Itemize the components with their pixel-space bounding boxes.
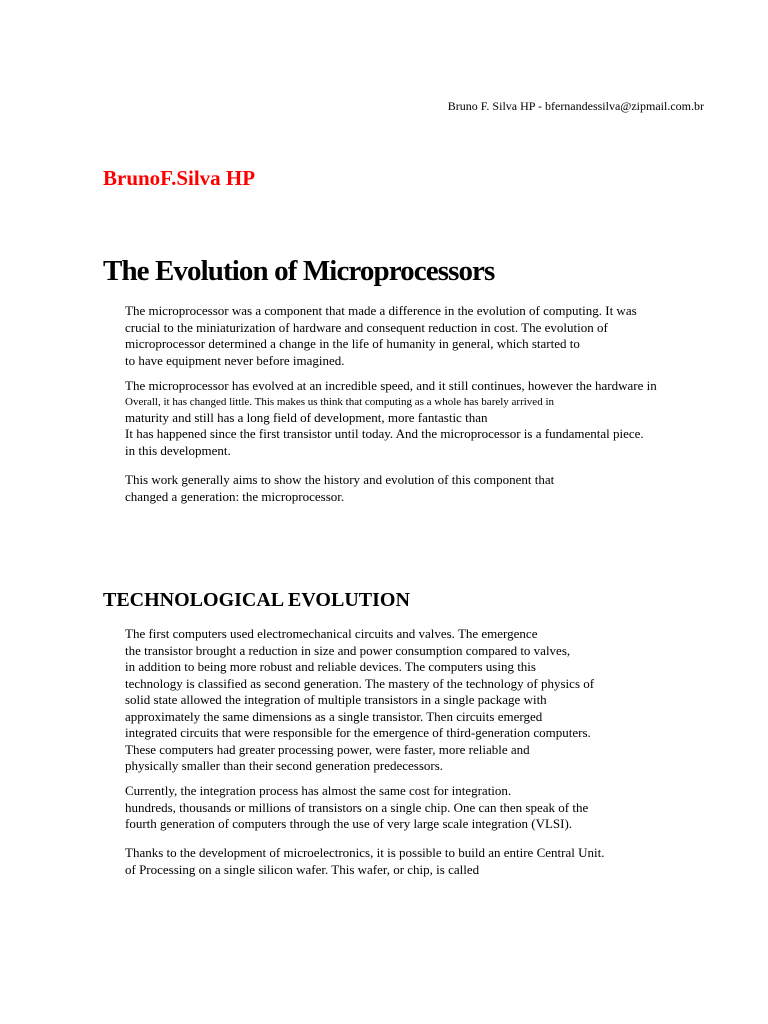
section-paragraph-2 xyxy=(125,783,685,833)
text-line: These computers had greater processing power, were faster, more reliable and xyxy=(125,741,530,757)
document-title: The Evolution of Microprocessors xyxy=(103,255,495,287)
intro-paragraph-3 xyxy=(125,472,685,505)
text-line: changed a generation: the microprocessor. xyxy=(125,488,345,504)
text-line: maturity and still has a long field of development, more fantastic than xyxy=(125,409,488,425)
section-paragraph-3 xyxy=(125,845,685,878)
text-line: the transistor brought a reduction in size and power consumption compared to valves, xyxy=(125,642,571,658)
text-line: microprocessor determined a change in the life of humanity in general, which started to xyxy=(125,336,580,351)
text-line: Overall, it has changed little. This makes us think that computing as a whole has barely arrived in xyxy=(125,395,554,408)
text-line: solid state allowed the integration of multiple transistors in a single package with xyxy=(125,692,547,707)
text-line: of Processing on a single silicon wafer. This wafer, or chip, is called xyxy=(125,861,480,877)
intro-paragraph-2 xyxy=(125,378,685,459)
text-line: The microprocessor has evolved at an incredible speed, and it still continues, however the hardware in xyxy=(125,378,657,393)
text-line: fourth generation of computers through the use of very large scale integration (VLSI). xyxy=(125,816,573,831)
section-heading: TECHNOLOGICAL EVOLUTION xyxy=(103,589,410,611)
text-line: integrated circuits that were responsible for the emergence of third-generation computers. xyxy=(125,725,591,740)
text-line: Thanks to the development of microelectronics, it is possible to build an entire Central Unit. xyxy=(125,845,605,860)
text-line: to have equipment never before imagined. xyxy=(125,352,345,368)
text-line: The microprocessor was a component that made a difference in the evolution of computing. It was xyxy=(125,303,637,318)
text-line: hundreds, thousands or millions of transistors on a single chip. One can then speak of the xyxy=(125,799,589,815)
section-paragraph-1 xyxy=(125,626,685,775)
text-line: in addition to being more robust and reliable devices. The computers using this xyxy=(125,659,536,674)
author-heading: BrunoF.Silva HP xyxy=(103,166,256,190)
text-line: in this development. xyxy=(125,442,231,458)
header-author-contact: Bruno F. Silva HP - bfernandessilva@zipmail.com.br xyxy=(447,99,704,113)
intro-paragraph-1 xyxy=(125,303,685,369)
text-line: It has happened since the first transistor until today. And the microprocessor is a fundamental piece. xyxy=(125,426,644,441)
text-line: physically smaller than their second generation predecessors. xyxy=(125,758,444,773)
text-line: The first computers used electromechanical circuits and valves. The emergence xyxy=(125,626,538,641)
text-line: crucial to the miniaturization of hardware and consequent reduction in cost. The evolution of xyxy=(125,319,608,335)
text-line: This work generally aims to show the history and evolution of this component that xyxy=(125,472,555,487)
text-line: approximately the same dimensions as a single transistor. Then circuits emerged xyxy=(125,708,543,724)
text-line: technology is classified as second generation. The mastery of the technology of physics of xyxy=(125,675,595,691)
text-line: Currently, the integration process has almost the same cost for integration. xyxy=(125,783,512,798)
